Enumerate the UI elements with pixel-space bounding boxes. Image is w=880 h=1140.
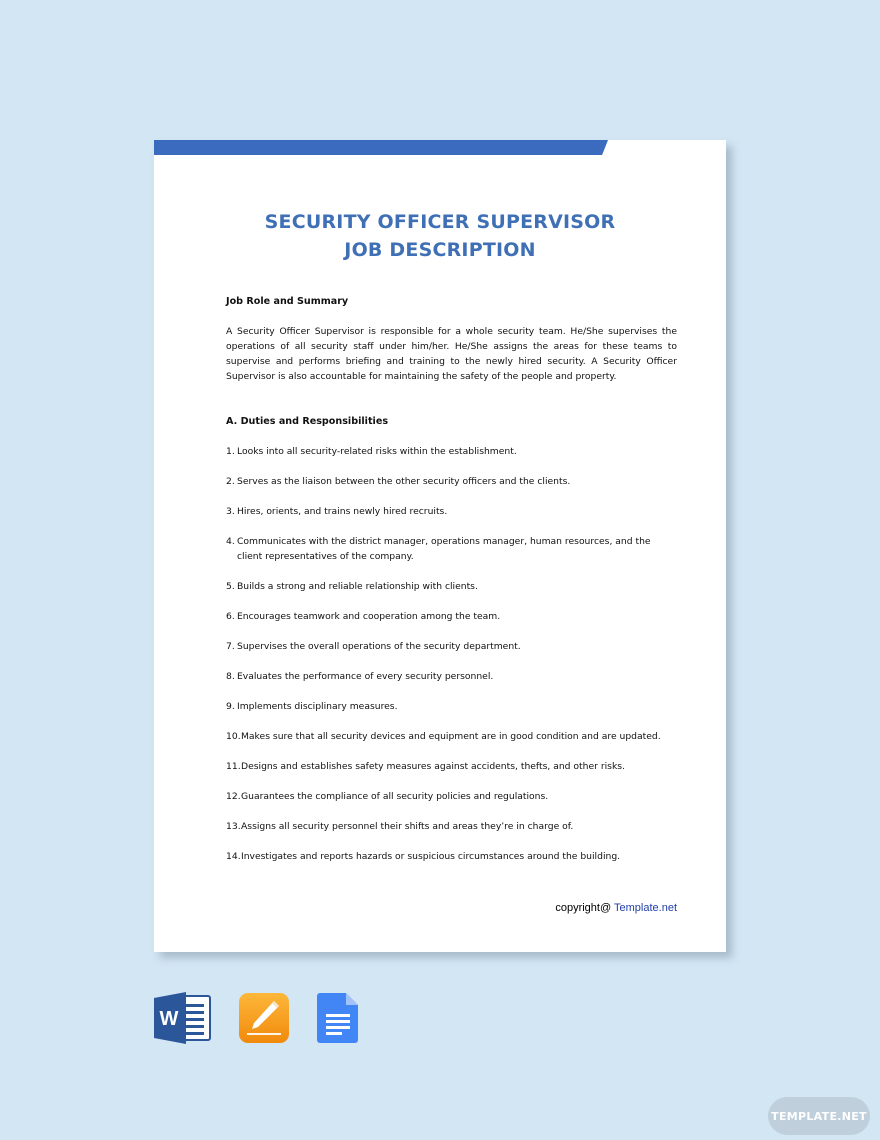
copyright-line — [555, 902, 677, 914]
duty-text: Makes sure that all security devices and equipment are in good condition and are updated. — [241, 731, 661, 742]
duty-text: Designs and establishes safety measures against accidents, thefts, and other risks. — [241, 761, 625, 772]
title-line-1: SECURITY OFFICER SUPERVISOR — [264, 211, 616, 233]
summary-heading: Job Role and Summary — [226, 296, 349, 307]
duty-item — [226, 759, 677, 774]
duty-text: Investigates and reports hazards or suspicious circumstances around the building. — [241, 851, 621, 862]
duty-text: Serves as the liaison between the other security officers and the clients. — [237, 476, 571, 487]
duty-number: 1. — [226, 446, 235, 457]
copyright-label: copyright@ — [555, 902, 612, 914]
duty-text: Supervises the overall operations of the security department. — [237, 641, 521, 652]
duty-number: 13. — [226, 821, 241, 832]
duty-number: 9. — [226, 701, 235, 712]
duty-number: 8. — [226, 671, 235, 682]
copyright-link[interactable]: Template.net — [614, 902, 677, 914]
google-docs-icon[interactable] — [316, 992, 360, 1044]
duty-text: Communicates with the district manager, operations manager, human resources, and the client representatives of the company. — [237, 536, 651, 562]
duty-number: 7. — [226, 641, 235, 652]
word-icon[interactable] — [154, 992, 212, 1044]
document-page — [154, 140, 726, 952]
duties-list — [226, 444, 677, 864]
duty-item — [226, 474, 677, 489]
duty-item — [226, 669, 677, 684]
duty-number: 11. — [226, 761, 241, 772]
duty-item — [226, 729, 677, 744]
duty-item — [226, 579, 677, 594]
duty-item — [226, 819, 677, 834]
duty-item — [226, 789, 677, 804]
document-title — [154, 208, 726, 264]
duty-text: Evaluates the performance of every security personnel. — [237, 671, 494, 682]
duty-item — [226, 504, 677, 519]
duty-item — [226, 609, 677, 624]
header-accent-bar — [154, 140, 608, 155]
duty-text: Builds a strong and reliable relationship with clients. — [237, 581, 478, 592]
document-body — [226, 294, 677, 879]
duty-number: 6. — [226, 611, 235, 622]
summary-paragraph: A Security Officer Supervisor is responsible for a whole security team. He/She supervises the operations of all security staff under him/her. He/She assigns the areas for these teams to supervise and performs briefing and training to the newly hired security. A Security Officer Supervisor is also accountable for maintaining the safety of the people and property. — [226, 326, 677, 382]
duty-number: 14. — [226, 851, 241, 862]
duty-item — [226, 444, 677, 459]
duty-number: 10. — [226, 731, 241, 742]
template-net-badge[interactable]: TEMPLATE.NET — [768, 1097, 870, 1135]
duty-text: Guarantees the compliance of all security policies and regulations. — [241, 791, 549, 802]
duty-number: 12. — [226, 791, 241, 802]
duties-heading: A. Duties and Responsibilities — [226, 416, 389, 427]
duty-text: Looks into all security-related risks within the establishment. — [237, 446, 517, 457]
duty-number: 5. — [226, 581, 235, 592]
duty-text: Encourages teamwork and cooperation among the team. — [237, 611, 501, 622]
pages-icon[interactable] — [238, 992, 290, 1044]
duty-item — [226, 639, 677, 654]
duty-number: 4. — [226, 536, 235, 547]
word-icon-letter: W — [159, 1008, 179, 1030]
duty-item — [226, 699, 677, 714]
duty-text: Implements disciplinary measures. — [237, 701, 398, 712]
duty-item — [226, 534, 677, 564]
duty-text: Hires, orients, and trains newly hired recruits. — [237, 506, 448, 517]
duty-item — [226, 849, 677, 864]
title-line-2: JOB DESCRIPTION — [344, 239, 536, 261]
duty-text: Assigns all security personnel their shifts and areas they’re in charge of. — [241, 821, 574, 832]
duty-number: 2. — [226, 476, 235, 487]
duty-number: 3. — [226, 506, 235, 517]
